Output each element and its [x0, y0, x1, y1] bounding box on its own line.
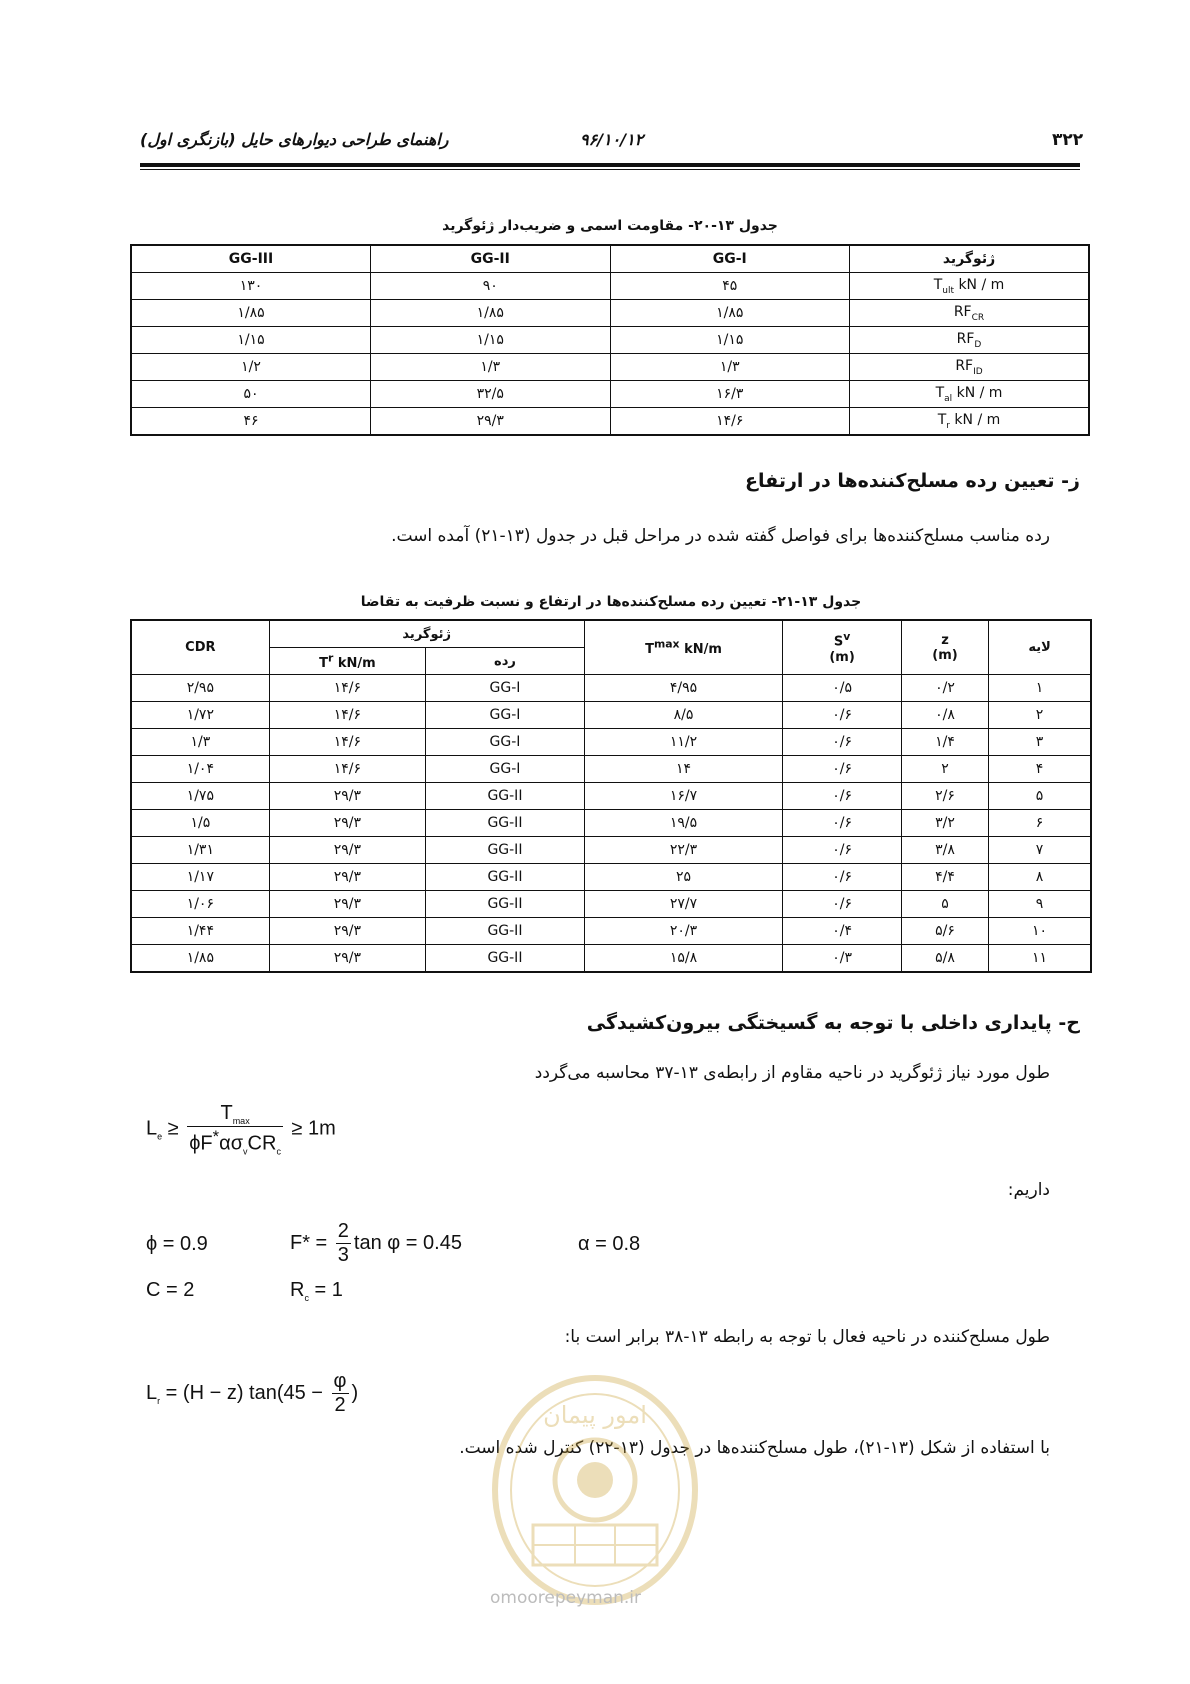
- table2-row: [131, 729, 1091, 756]
- table2-cell-sv: ۰/۶: [783, 702, 902, 729]
- table2-cell-z: ۱/۴: [901, 729, 988, 756]
- table1-row-label: $T_{ult}$ kN / m: [850, 273, 1090, 300]
- table2-header-cdr: CDR: [131, 620, 269, 675]
- table1-cell: ۱۳۰: [131, 273, 371, 300]
- table2-cell-sv: ۰/۶: [783, 783, 902, 810]
- section-h-paragraph1: طول مورد نیاز ژئوگرید در ناحیه مقاوم از رابطه‌ی ۱۳-۳۷ محاسبه می‌گردد: [534, 1063, 1050, 1083]
- table1-cell: ۱/۳: [371, 354, 611, 381]
- table1-cell: ۱/۱۵: [610, 327, 850, 354]
- table2-row: [131, 783, 1091, 810]
- table2-cell-tr: ۲۹/۳: [269, 864, 425, 891]
- table2-cell-grade: GG-II: [426, 837, 585, 864]
- table2-cell-grade: GG-II: [426, 918, 585, 945]
- table2-cell-cdr: ۱/۷۵: [131, 783, 269, 810]
- section-heading-z: ز- تعیین رده مسلح‌کننده‌ها در ارتفاع: [745, 470, 1080, 492]
- table1-cell: ۱/۱۵: [131, 327, 371, 354]
- table2-cell-layer: ۹: [989, 891, 1091, 918]
- we-have-label: داریم:: [1007, 1180, 1050, 1200]
- book-title: راهنمای طراحی دیوارهای حایل (بازنگری اول): [140, 130, 449, 149]
- table1-cell: ۱۴/۶: [610, 408, 850, 436]
- table2-cell-cdr: ۱/۸۵: [131, 945, 269, 973]
- table2-cell-tmax: ۱۹/۵: [584, 810, 783, 837]
- table2-header-tmax: $T^{max}$ kN/m: [584, 620, 783, 675]
- section-z-paragraph: رده مناسب مسلح‌کننده‌ها برای فواصل گفته شده در مراحل قبل در جدول (۱۳-۲۱) آمده است.: [391, 526, 1050, 546]
- table2-cell-cdr: ۲/۹۵: [131, 675, 269, 702]
- table1-cell: ۱/۲: [131, 354, 371, 381]
- fstar-value: F* = $\frac{2}{3}$ tan φ = 0.45: [290, 1220, 462, 1266]
- stamp-text: امور پیمان: [543, 1401, 647, 1429]
- table2-cell-grade: GG-II: [426, 864, 585, 891]
- table1-row: [131, 381, 1089, 408]
- table1-row: [131, 354, 1089, 381]
- table2-cell-tr: ۱۴/۶: [269, 729, 425, 756]
- table2-cell-grade: GG-II: [426, 810, 585, 837]
- table1-header-row: [131, 245, 1089, 273]
- table2-row: [131, 837, 1091, 864]
- table2-cell-cdr: ۱/۳۱: [131, 837, 269, 864]
- table2-cell-sv: ۰/۶: [783, 756, 902, 783]
- table2-cell-z: ۰/۲: [901, 675, 988, 702]
- table1-cell: ۲۹/۳: [371, 408, 611, 436]
- table1-cell: ۱/۳: [610, 354, 850, 381]
- table2-cell-tr: ۱۴/۶: [269, 675, 425, 702]
- table2-cell-tr: ۲۹/۳: [269, 810, 425, 837]
- table2-cell-sv: ۰/۴: [783, 918, 902, 945]
- table1-header: GG-I: [610, 245, 850, 273]
- table2-cell-cdr: ۱/۱۷: [131, 864, 269, 891]
- table1-header: GG-III: [131, 245, 371, 273]
- table2-cell-tmax: ۲۲/۳: [584, 837, 783, 864]
- sv-unit: (m): [829, 649, 855, 665]
- table2-row: [131, 945, 1091, 973]
- equation-le: $L_e$ ≥ $\frac{T_{max}}{\phi F^*\alpha\sigma_vCR_c}$ ≥ 1m: [146, 1102, 336, 1157]
- table2-cell-tmax: ۲۵: [584, 864, 783, 891]
- table2-cell-z: ۳/۸: [901, 837, 988, 864]
- watermark-url: omoorepeyman.ir: [490, 1588, 642, 1608]
- section-h-paragraph2: طول مسلح‌کننده در ناحیه فعال با توجه به رابطه ۱۳-۳۸ برابر است با:: [564, 1327, 1050, 1347]
- table2-cell-sv: ۰/۵: [783, 675, 902, 702]
- table2-cell-cdr: ۱/۰۶: [131, 891, 269, 918]
- table1-cell: ۱/۱۵: [371, 327, 611, 354]
- table2-cell-layer: ۳: [989, 729, 1091, 756]
- table2-cell-grade: GG-II: [426, 945, 585, 973]
- table1-cell: ۳۲/۵: [371, 381, 611, 408]
- table2-cell-sv: ۰/۶: [783, 729, 902, 756]
- c-value: C = 2: [146, 1279, 195, 1301]
- table2-cell-grade: GG-II: [426, 783, 585, 810]
- table1-row-label: $T_{al}$ kN / m: [850, 381, 1090, 408]
- section-heading-h: ح- پایداری داخلی با توجه به گسیختگی بیرون‌کشیدگی: [586, 1012, 1080, 1034]
- table2-cell-tr: ۱۴/۶: [269, 756, 425, 783]
- table2-cell-sv: ۰/۶: [783, 891, 902, 918]
- table2-header-row: [131, 620, 1091, 648]
- table2-cell-cdr: ۱/۰۴: [131, 756, 269, 783]
- table2-cell-tr: ۲۹/۳: [269, 945, 425, 973]
- table2-cell-grade: GG-I: [426, 675, 585, 702]
- table2-cell-layer: ۱۱: [989, 945, 1091, 973]
- table2-cell-layer: ۱: [989, 675, 1091, 702]
- table2-header-grade: رده: [426, 648, 585, 675]
- table2-cell-layer: ۶: [989, 810, 1091, 837]
- equation-le-fraction: $\frac{T_{max}}{\phi F^*\alpha\sigma_vCR_c}$: [189, 1102, 281, 1157]
- table2-cell-tr: ۱۴/۶: [269, 702, 425, 729]
- table2-row: [131, 675, 1091, 702]
- table1-row-label: $T_r$ kN / m: [850, 408, 1090, 436]
- stamp-logo-icon: [485, 1375, 705, 1615]
- table2-row: [131, 864, 1091, 891]
- table1-header: ژئوگرید: [850, 245, 1090, 273]
- table2-cell-sv: ۰/۶: [783, 864, 902, 891]
- header-date: ۹۶/۱۰/۱۲: [580, 130, 644, 149]
- sv-symbol: $S^v$: [833, 630, 851, 650]
- table1-cell: ۱/۸۵: [371, 300, 611, 327]
- z-symbol: z: [941, 632, 949, 648]
- header-rule-thin: [140, 169, 1080, 170]
- table2-cell-layer: ۸: [989, 864, 1091, 891]
- table1: [130, 244, 1090, 436]
- table1-row: [131, 273, 1089, 300]
- header-rule: [140, 163, 1080, 167]
- table2-header-layer: لایه: [989, 620, 1091, 675]
- z-unit: (m): [932, 647, 958, 663]
- table2-header-geogrid: ژئوگرید: [269, 620, 584, 648]
- table2-cell-tmax: ۱۵/۸: [584, 945, 783, 973]
- table2-cell-grade: GG-I: [426, 756, 585, 783]
- table1-row-label: $RF_D$: [850, 327, 1090, 354]
- table2-cell-sv: ۰/۶: [783, 837, 902, 864]
- table2-cell-grade: GG-II: [426, 891, 585, 918]
- alpha-value: α = 0.8: [578, 1233, 641, 1255]
- table2-cell-tr: ۲۹/۳: [269, 837, 425, 864]
- table1-header: GG-II: [371, 245, 611, 273]
- table2-cell-tmax: ۲۰/۳: [584, 918, 783, 945]
- table2-cell-sv: ۰/۶: [783, 810, 902, 837]
- table2-cell-grade: GG-I: [426, 729, 585, 756]
- table2-cell-z: ۰/۸: [901, 702, 988, 729]
- table2-header-tr: $T^r$ kN/m: [269, 648, 425, 675]
- table2-cell-cdr: ۱/۳: [131, 729, 269, 756]
- table2-cell-grade: GG-I: [426, 702, 585, 729]
- table1-cell: ۱۶/۳: [610, 381, 850, 408]
- table1-cell: ۴۶: [131, 408, 371, 436]
- table1-row-label: $RF_{CR}$: [850, 300, 1090, 327]
- table2-cell-layer: ۱۰: [989, 918, 1091, 945]
- table1-cell: ۱/۸۵: [131, 300, 371, 327]
- phi-value: ϕ = 0.9: [146, 1233, 208, 1255]
- rc-value: $R_c = 1$: [290, 1279, 343, 1303]
- table1-caption: جدول ۱۳-۲۰- مقاومت اسمی و ضریب‌دار ژئوگرید: [442, 218, 778, 234]
- table2-caption: جدول ۱۳-۲۱- تعیین رده مسلح‌کننده‌ها در ارتفاع و نسبت ظرفیت به تقاضا: [360, 594, 862, 610]
- table2-cell-z: ۲: [901, 756, 988, 783]
- table2-cell-tr: ۲۹/۳: [269, 891, 425, 918]
- table2-cell-tr: ۲۹/۳: [269, 783, 425, 810]
- table2-cell-z: ۵/۸: [901, 945, 988, 973]
- table2-cell-cdr: ۱/۴۴: [131, 918, 269, 945]
- page-number: ۳۲۲: [1052, 130, 1084, 150]
- table2-cell-tr: ۲۹/۳: [269, 918, 425, 945]
- table2-cell-z: ۳/۲: [901, 810, 988, 837]
- table1-cell: ۵۰: [131, 381, 371, 408]
- table2: [130, 619, 1092, 973]
- table2-cell-z: ۴/۴: [901, 864, 988, 891]
- table2-cell-tmax: ۱۶/۷: [584, 783, 783, 810]
- table1-cell: ۱/۸۵: [610, 300, 850, 327]
- table1-cell: ۹۰: [371, 273, 611, 300]
- table2-cell-layer: ۴: [989, 756, 1091, 783]
- table2-cell-tmax: ۲۷/۷: [584, 891, 783, 918]
- table1-cell: ۴۵: [610, 273, 850, 300]
- table2-row: [131, 918, 1091, 945]
- table1-row: [131, 408, 1089, 436]
- table2-row: [131, 891, 1091, 918]
- table2-cell-layer: ۵: [989, 783, 1091, 810]
- table2-cell-z: ۲/۶: [901, 783, 988, 810]
- table2-cell-cdr: ۱/۵: [131, 810, 269, 837]
- table2-row: [131, 810, 1091, 837]
- section-h-paragraph3: با استفاده از شکل (۱۳-۲۱)، طول مسلح‌کننده‌ها در جدول (۱۳-۲۲) کنترل شده است.: [459, 1438, 1050, 1458]
- equation-lr: $L_r = (H - z) \tan(45$ − $\frac{\varphi}{2}$ ): [146, 1370, 359, 1416]
- table2-cell-z: ۵: [901, 891, 988, 918]
- table2-row: [131, 702, 1091, 729]
- table2-cell-tmax: ۱۴: [584, 756, 783, 783]
- table2-header-sv: [783, 620, 902, 675]
- table1-row: [131, 300, 1089, 327]
- table2-cell-layer: ۲: [989, 702, 1091, 729]
- table2-cell-cdr: ۱/۷۲: [131, 702, 269, 729]
- table2-cell-tmax: ۴/۹۵: [584, 675, 783, 702]
- table2-cell-layer: ۷: [989, 837, 1091, 864]
- table2-cell-tmax: ۸/۵: [584, 702, 783, 729]
- table2-row: [131, 756, 1091, 783]
- table2-cell-tmax: ۱۱/۲: [584, 729, 783, 756]
- table1-row: [131, 327, 1089, 354]
- table2-cell-z: ۵/۶: [901, 918, 988, 945]
- table1-row-label: $RF_{ID}$: [850, 354, 1090, 381]
- table2-header-z: [901, 620, 988, 675]
- table2-cell-sv: ۰/۳: [783, 945, 902, 973]
